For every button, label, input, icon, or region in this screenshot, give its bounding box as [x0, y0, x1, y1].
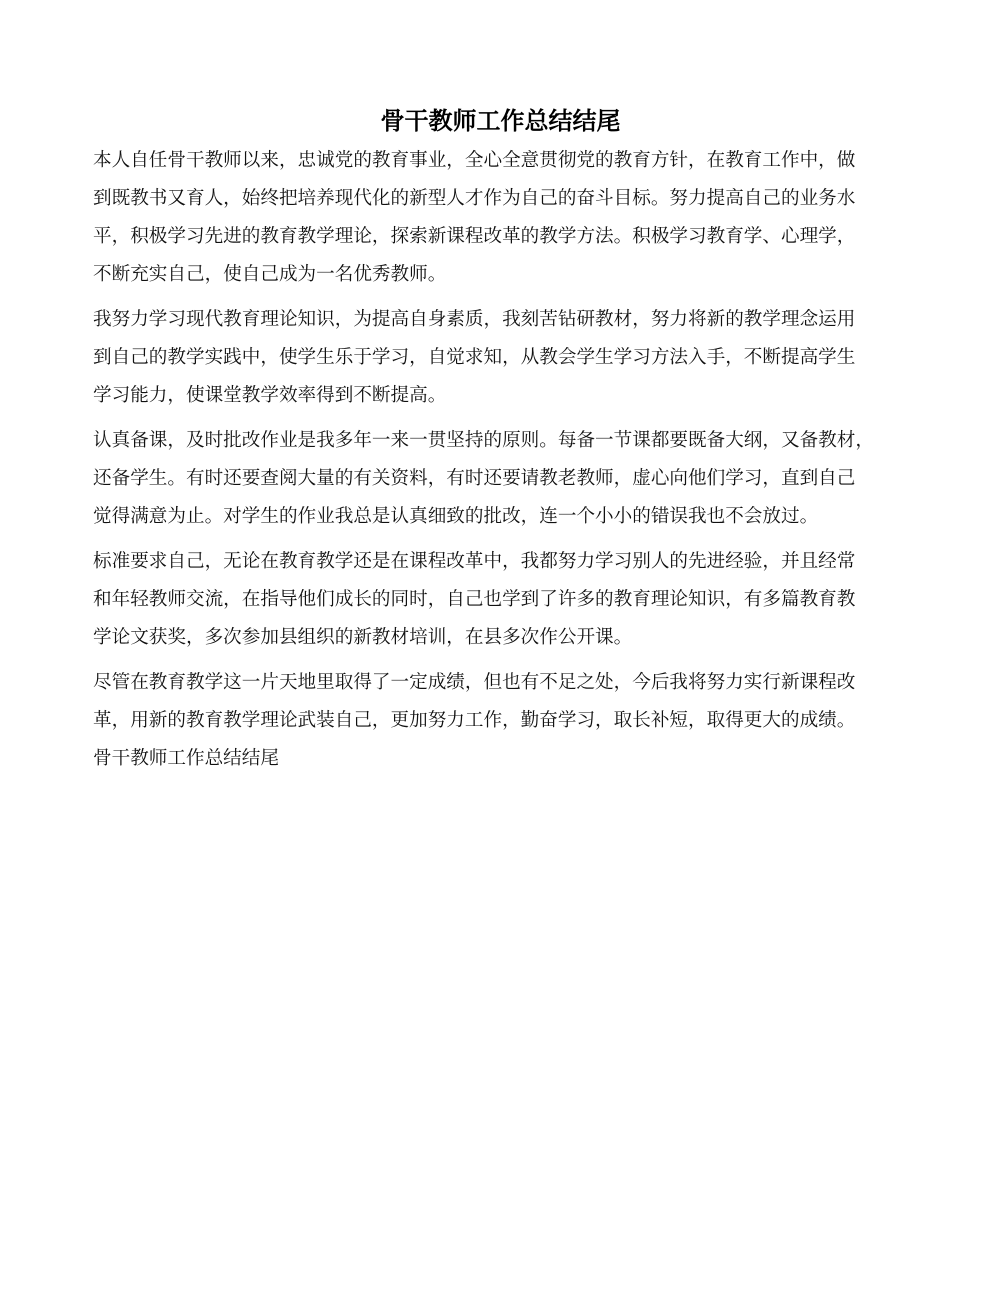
paragraph-2 — [93, 301, 908, 415]
text-line: 尽管在教育教学这一片天地里取得了一定成绩，但也有不足之处，今后我将努力实行新课程改 — [93, 672, 856, 693]
paragraph-1 — [93, 142, 908, 294]
text-line: 到既教书又育人，始终把培养现代化的新型人才作为自己的奋斗目标。努力提高自己的业务水 — [93, 188, 856, 209]
paragraph-4 — [93, 543, 908, 657]
text-line: 和年轻教师交流，在指导他们成长的同时，自己也学到了许多的教育理论知识，有多篇教育教 — [93, 589, 856, 610]
text-line: 觉得满意为止。对学生的作业我总是认真细致的批改，连一个小小的错误我也不会放过。 — [93, 506, 819, 527]
text-line: 到自己的教学实践中，使学生乐于学习，自觉求知，从教会学生学习方法入手，不断提高学生 — [93, 347, 856, 368]
text-line: 革，用新的教育教学理论武装自己，更加努力工作，勤奋学习，取长补短，取得更大的成绩。 — [93, 710, 856, 731]
text-line: 学论文获奖，多次参加县组织的新教材培训，在县多次作公开课。 — [93, 627, 633, 648]
text-line: 平，积极学习先进的教育教学理论，探索新课程改革的教学方法。积极学习教育学、心理学， — [93, 226, 856, 247]
closing-line: 骨干教师工作总结结尾 — [93, 748, 279, 769]
text-line: 还备学生。有时还要查阅大量的有关资料，有时还要请教老教师，虚心向他们学习，直到自己 — [93, 468, 856, 489]
document-page — [93, 100, 908, 778]
text-line: 认真备课，及时批改作业是我多年一来一贯坚持的原则。每备一节课都要既备大纲，又备教材， — [93, 430, 874, 451]
text-line: 本人自任骨干教师以来，忠诚党的教育事业，全心全意贯彻党的教育方针，在教育工作中，做 — [93, 150, 856, 171]
text-line: 我努力学习现代教育理论知识，为提高自身素质，我刻苦钻研教材，努力将新的教学理念运用 — [93, 309, 856, 330]
text-line: 不断充实自己，使自己成为一名优秀教师。 — [93, 264, 447, 285]
text-line: 标准要求自己，无论在教育教学还是在课程改革中，我都努力学习别人的先进经验，并且经常 — [93, 551, 856, 572]
text-line: 学习能力，使课堂教学效率得到不断提高。 — [93, 385, 447, 406]
paragraph-3 — [93, 422, 908, 536]
document-title: 骨干教师工作总结结尾 — [380, 106, 621, 135]
paragraph-5 — [93, 664, 908, 740]
